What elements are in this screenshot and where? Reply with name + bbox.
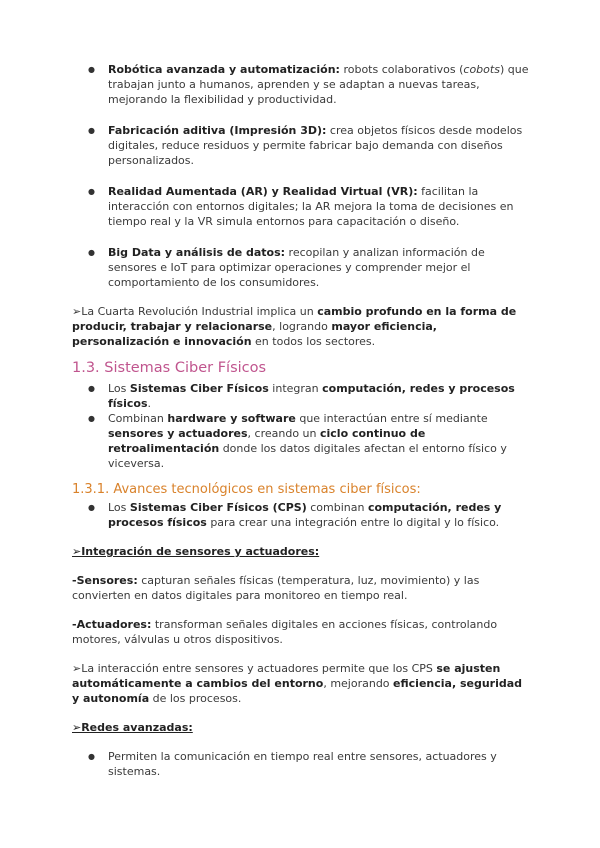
technology-list [72,62,530,290]
bold-text: Sistemas Ciber Físicos (CPS) [129,501,307,514]
bold-text: computación, redes y procesos físicos [108,501,502,529]
bold-text: mayor eficiencia, personalización e innovación [72,320,437,348]
cps-advances-list [72,500,530,530]
bold-text: eficiencia, seguridad y autonomía [72,677,523,705]
text: combinan [306,501,368,514]
italic-term: cobots [463,63,500,76]
redes-list [72,749,530,779]
integration-heading [72,544,530,559]
text: integran [268,382,323,395]
text: robots colaborativos ( [339,63,464,76]
text: ) que trabajan junto a humanos, aprenden y se adaptan a nuevas tareas, mejorando la flexibilidad y productividad. [108,63,529,106]
list-item [72,184,530,229]
text: transforman señales digitales en acciones físicas, controlando motores, válvulas u otros dispositivos. [72,618,498,646]
text: donde los datos digitales afectan el entorno físico y viceversa. [108,442,507,470]
paragraph-interaccion [72,661,530,706]
bold-text: ciclo continuo de retroalimentación [108,427,426,455]
bold-text: se ajusten automáticamente a cambios del entorno [72,662,501,690]
bold-text: hardware y software [167,412,296,425]
list-item [72,411,530,471]
list-item: ● Permiten la comunicación en tiempo real entre sensores, actuadores y sistemas. [72,749,530,779]
list-item [72,500,530,530]
subsection-heading: 1.3.1. Avances tecnológicos en sistemas ciber físicos: [72,482,421,497]
bold-text: -Actuadores: [72,618,152,631]
underlined-heading: ➢Redes avanzadas: [72,721,193,734]
text: que interactúan entre sí mediante [295,412,488,425]
list-item [72,62,530,107]
text: para crear una integración entre lo digital y lo físico. [206,516,500,529]
bold-term: Fabricación aditiva (Impresión 3D): [108,124,327,137]
text: . [147,397,151,410]
text: , mejorando [323,677,394,690]
redes-heading [72,720,530,735]
text: ➢La interacción entre sensores y actuadores permite que los CPS [72,662,437,675]
bold-text: computación, redes y procesos físicos [108,382,515,410]
bold-text: sensores y actuadores [108,427,248,440]
underlined-heading: ➢Integración de sensores y actuadores: [72,545,320,558]
text: recopilan y analizan información de sensores e IoT para optimizar operaciones y comprender mejor el comportamiento de los consumidores. [108,246,485,289]
text: Los [108,382,130,395]
text: Combinan [108,412,168,425]
text: crea objetos físicos desde modelos digitales, reduce residuos y permite fabricar bajo demanda con diseños personalizados. [108,124,523,167]
list-item [72,245,530,290]
text: , creando un [247,427,320,440]
bold-text: cambio profundo en la forma de producir, trabajar y relacionarse [72,305,517,333]
text: en todos los sectores. [251,335,376,348]
list-item [72,123,530,168]
text: ➢La Cuarta Revolución Industrial implica un [72,305,318,318]
bold-term: Robótica avanzada y automatización: [108,63,340,76]
bold-term: Big Data y análisis de datos: [108,246,286,259]
bold-term: Realidad Aumentada (AR) y Realidad Virtual (VR): [108,185,418,198]
bold-text: Sistemas Ciber Físicos [129,382,269,395]
text: capturan señales físicas (temperatura, luz, movimiento) y las convierten en datos digitales para monitoreo en tiempo real. [72,574,480,602]
paragraph-sensores [72,573,530,603]
document-page [72,62,530,779]
list-item [72,381,530,411]
cps-list [72,381,530,471]
text: , logrando [272,320,332,333]
text: de los procesos. [149,692,242,705]
paragraph-cuarta [72,304,530,349]
paragraph-actuadores [72,617,530,647]
bold-text: -Sensores: [72,574,138,587]
text: facilitan la interacción con entornos digitales; la AR mejora la toma de decisiones en tiempo real y la VR simula entornos para capacitación o diseño. [108,185,514,228]
text: Los [108,501,130,514]
section-heading: 1.3. Sistemas Ciber Físicos [72,360,267,376]
